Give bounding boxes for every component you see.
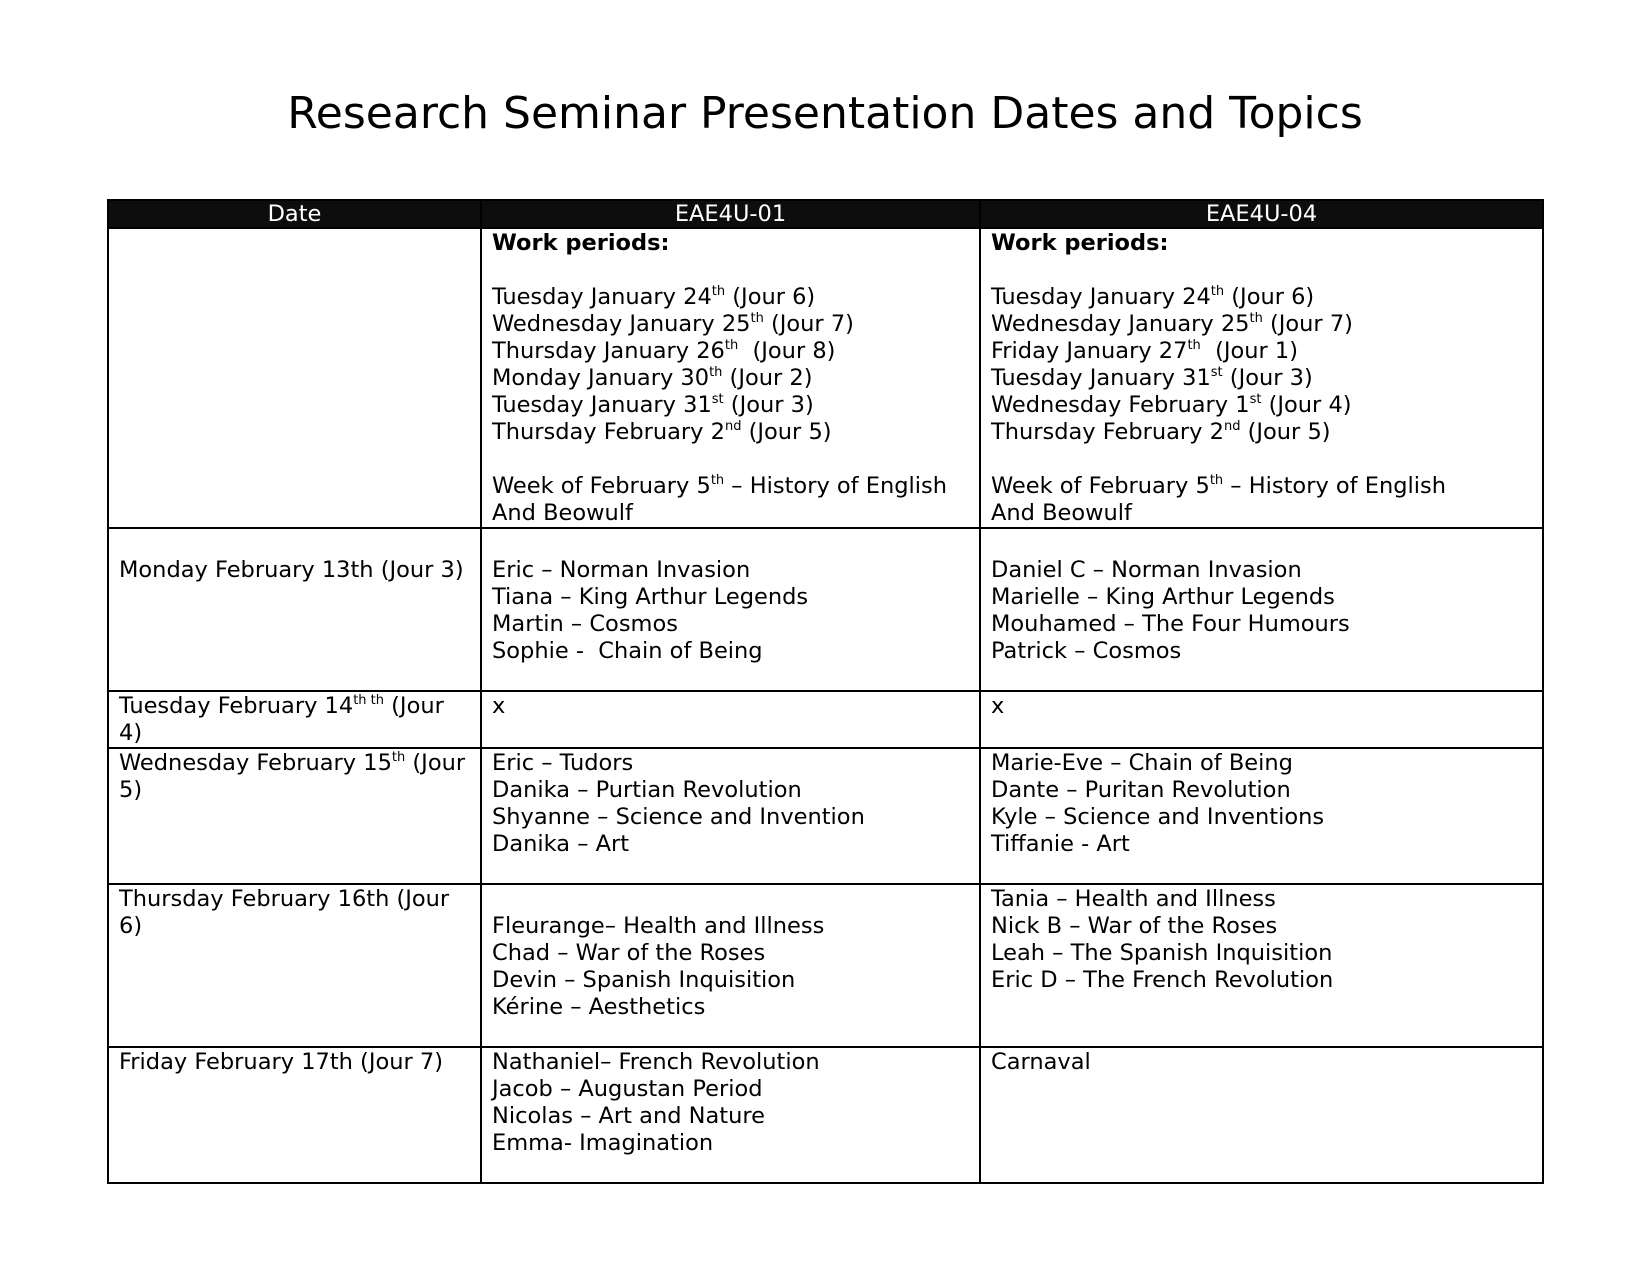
header-row [108,200,1543,228]
topics-cell-01 [481,528,980,691]
list-item: Marie-Eve – Chain of Being [991,750,1293,776]
topics-cell-04 [980,748,1543,884]
list-item: Marielle – King Arthur Legends [991,584,1335,610]
list-item: Kérine – Aesthetics [492,994,706,1020]
date-cell: Thursday February 16th (Jour 6) [108,884,481,1047]
list-item: Thursday January 26th (Jour 8) [492,337,836,364]
list-item: Tiffanie - Art [991,831,1130,857]
page-title: Research Seminar Presentation Dates and Topics [287,88,1363,139]
topics-cell-04 [980,1047,1543,1183]
table-row [108,228,1543,528]
table-row [108,1047,1543,1183]
topics-cell-01 [481,748,980,884]
list-item: Thursday February 2nd (Jour 5) [991,418,1331,445]
work-periods-cell-04 [980,228,1543,528]
list-item: Tania – Health and Illness [991,886,1276,912]
list-item: Tuesday January 24th (Jour 6) [492,283,816,310]
date-cell: Friday February 17th (Jour 7) [108,1047,481,1183]
list-item: Thursday February 2nd (Jour 5) [492,418,832,445]
list-item: Carnaval [991,1049,1091,1075]
list-item: Nicolas – Art and Nature [492,1103,765,1129]
list-item: Danika – Art [492,831,630,857]
week-note: Week of February 5th – History of English [492,472,947,499]
week-note: Week of February 5th – History of English [991,472,1446,499]
list-item: Sophie - Chain of Being [492,638,763,664]
list-item: x [991,693,1005,719]
date-cell [108,228,481,528]
table-row [108,528,1543,691]
topics-cell-01 [481,691,980,748]
topics-cell-04 [980,691,1543,748]
list-item: Danika – Purtian Revolution [492,777,802,803]
table-row [108,691,1543,748]
list-item: Emma- Imagination [492,1130,714,1156]
list-item: Eric – Tudors [492,750,634,776]
list-item: Wednesday February 1st (Jour 4) [991,391,1352,418]
list-item: Jacob – Augustan Period [492,1076,763,1102]
date-cell: Tuesday February $14^{th th}$ (Jour 4) [108,691,481,748]
schedule-table [107,199,1544,1184]
list-item: x [492,693,506,719]
list-item: Tuesday January 24th (Jour 6) [991,283,1315,310]
table-row [108,884,1543,1047]
date-cell: Monday February 13th (Jour 3) [108,528,481,691]
topics-cell-01 [481,1047,980,1183]
list-item: Tiana – King Arthur Legends [492,584,809,610]
list-item: Dante – Puritan Revolution [991,777,1291,803]
list-item: Martin – Cosmos [492,611,678,637]
topics-cell-04 [980,884,1543,1047]
list-item: Daniel C – Norman Invasion [991,557,1302,583]
list-item: Monday January 30th (Jour 2) [492,364,813,391]
list-item: Eric D – The French Revolution [991,967,1334,993]
header-eae4u-04: EAE4U-04 [980,200,1543,228]
date-cell: Wednesday February 15th (Jour 5) [108,748,481,884]
list-item: Chad – War of the Roses [492,940,766,966]
list-item: Eric – Norman Invasion [492,557,751,583]
list-item: Nick B – War of the Roses [991,913,1278,939]
list-item: Devin – Spanish Inquisition [492,967,796,993]
week-note-line2: And Beowulf [492,500,633,526]
topics-cell-04 [980,528,1543,691]
list-item: Fleurange– Health and Illness [492,913,825,939]
list-item: Nathaniel– French Revolution [492,1049,820,1075]
header-date: Date [108,200,481,228]
list-item: Friday January 27th (Jour 1) [991,337,1299,364]
list-item: Kyle – Science and Inventions [991,804,1325,830]
list-item: Leah – The Spanish Inquisition [991,940,1333,966]
work-periods-heading: Work periods: [492,230,670,256]
work-periods-cell-01 [481,228,980,528]
list-item: Patrick – Cosmos [991,638,1182,664]
topics-cell-01 [481,884,980,1047]
list-item: Wednesday January 25th (Jour 7) [991,310,1353,337]
week-note-line2: And Beowulf [991,500,1132,526]
list-item: Mouhamed – The Four Humours [991,611,1350,637]
list-item: Tuesday January 31st (Jour 3) [492,391,814,418]
list-item: Shyanne – Science and Invention [492,804,865,830]
table-row [108,748,1543,884]
header-eae4u-01: EAE4U-01 [481,200,980,228]
work-periods-heading: Work periods: [991,230,1169,256]
list-item: Wednesday January 25th (Jour 7) [492,310,854,337]
list-item: Tuesday January 31st (Jour 3) [991,364,1313,391]
